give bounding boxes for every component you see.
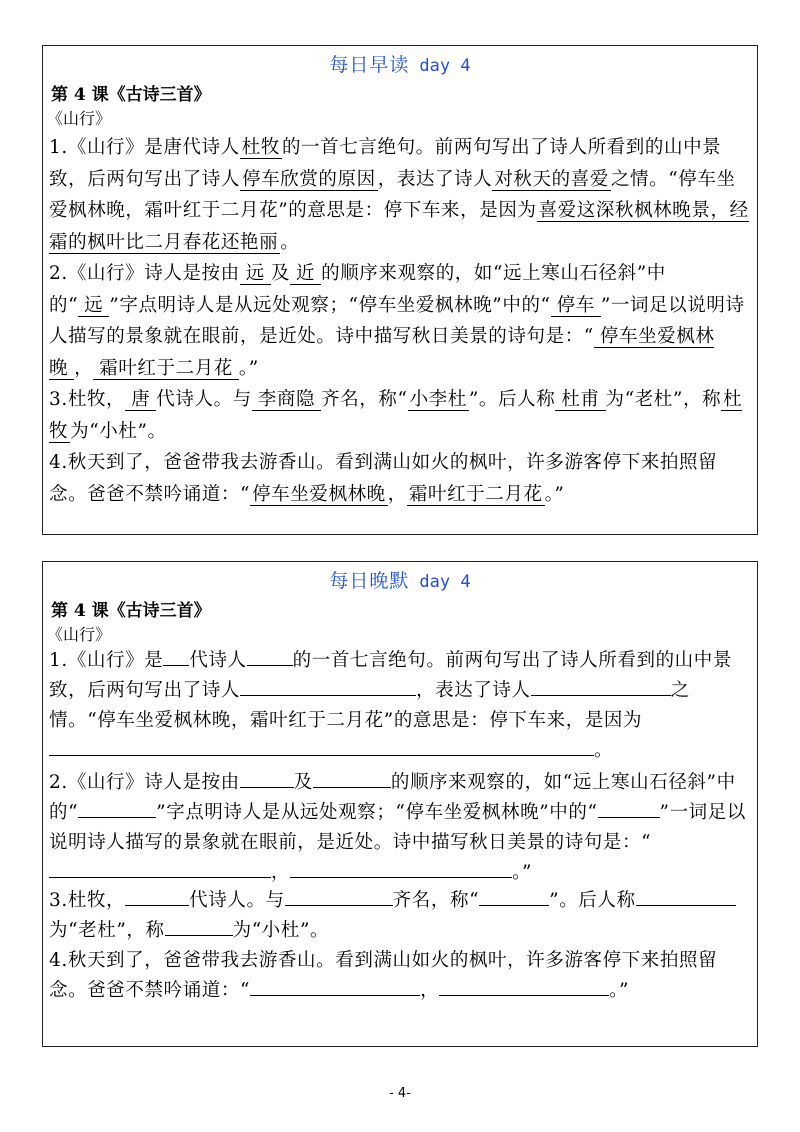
answer: 杜甫 <box>555 389 605 411</box>
answer: 喜爱这深秋枫林晚景，经霜的枫叶比二月春花还艳丽 <box>49 200 749 253</box>
morning-title <box>43 50 757 77</box>
answer-blank[interactable] <box>240 769 294 788</box>
answer-blank[interactable] <box>531 677 601 696</box>
answer-blank[interactable] <box>313 769 391 788</box>
evening-title <box>43 566 757 593</box>
answer-blank[interactable] <box>290 859 512 878</box>
evening-poem-title: 《山行》 <box>47 625 112 644</box>
morning-q3: 3.杜牧， 唐 代诗人。与 李商隐 齐名，称“ 小李杜 ”。后人称 杜甫 为“老杜”，称 杜牧 为“小杜”。 <box>49 389 743 442</box>
answer: 停车欣赏的原因 <box>242 168 376 190</box>
morning-q4: 4.秋天到了，爸爸带我去游香山。看到满山如火的枫叶，许多游客停下来拍照留念。爸爸不禁吟诵道：“ 停车坐爱枫林晚 ， 霜叶红于二月花 。” <box>49 452 718 505</box>
answer-blank[interactable] <box>247 647 293 666</box>
answer: 小李杜 <box>409 389 467 410</box>
answer-blank[interactable] <box>49 737 594 756</box>
answer: 杜牧 <box>49 389 743 442</box>
answer: 近 <box>290 263 321 285</box>
answer: 唐 <box>125 389 156 411</box>
morning-lesson: 第 4 课《古诗三首》 <box>51 85 211 105</box>
answer-blank[interactable] <box>636 887 686 906</box>
morning-reading-box <box>42 45 758 535</box>
answer: 李商隐 <box>252 389 321 411</box>
answer-blank[interactable] <box>285 887 393 906</box>
answer: 霜叶红于二月花 <box>408 483 543 505</box>
evening-q4: 4.秋天到了，爸爸带我去游香山。看到满山如火的枫叶，许多游客停下来拍照留念。爸爸不禁吟诵道：“ ， 。” <box>49 950 718 1001</box>
answer-blank[interactable] <box>165 917 233 936</box>
answer: 杜牧 <box>241 137 280 158</box>
evening-recital-box <box>42 561 758 1047</box>
page-number: - 4- <box>389 1086 411 1101</box>
morning-q1: 1.《山行》是唐代诗人 杜牧 的一首七言绝句。前两句写出了诗人所看到的山中景致，后两句写出了诗人 停车欣赏的原因 ，表达了诗人 对秋天的喜爱 之情。“停车坐爱枫林晚，霜叶红于二月花”的意思是：停下车来，是因为 喜爱这深秋枫林晚景，经霜的枫叶比二月春花还艳丽 。 <box>49 137 749 253</box>
evening-q1: 1.《山行》是 代诗人 的一首七言绝句。前两句写出了诗人所看到的山中景致，后两句写出了诗人 ，表达了诗人 之情。“停车坐爱枫林晚，霜叶红于二月花”的意思是：停下车来，是因为。 <box>49 646 751 766</box>
evening-q3: 3.杜牧， 代诗人。与 齐名，称“ ”。后人称为“老杜”，称 为“小杜”。 <box>49 886 751 946</box>
answer-blank[interactable] <box>125 887 189 906</box>
answer-blank[interactable] <box>250 977 420 996</box>
evening-lesson: 第 4 课《古诗三首》 <box>51 601 211 621</box>
answer-blank[interactable] <box>579 977 609 996</box>
answer-blank[interactable] <box>49 859 271 878</box>
morning-title-text: 每日早读 <box>329 54 410 76</box>
answer-blank[interactable] <box>439 977 579 996</box>
evening-day: day 4 <box>419 572 471 592</box>
answer: 远 <box>240 263 271 285</box>
answer: 停车坐爱枫林晚 <box>49 326 715 379</box>
answer: 停车坐爱枫林晚 <box>252 483 386 505</box>
answer: 远 <box>78 295 109 317</box>
answer: 停车 <box>551 295 601 317</box>
morning-poem-title: 《山行》 <box>47 109 112 128</box>
morning-day: day 4 <box>419 56 471 76</box>
morning-q2: 2.《山行》诗人是按由 远 及 近 的顺序来观察的，如“远上寒山石径斜”中的“ 远 ”字点明诗人是从远处观察；“停车坐爱枫林晚”中的“ 停车 ”一词足以说明诗人描写的景象就在眼前，是近处。诗中描写秋日美景的诗句是：“ 停车坐爱枫林晚 ， 霜叶红于二月花 。” <box>49 263 745 379</box>
answer-blank[interactable] <box>686 887 736 906</box>
answer-blank[interactable] <box>163 647 189 666</box>
answer: 对秋天的喜爱 <box>494 168 609 190</box>
answer-blank[interactable] <box>78 799 156 818</box>
answer-blank[interactable] <box>479 887 549 906</box>
answer-blank[interactable] <box>240 677 416 696</box>
answer: 霜叶红于二月花 <box>93 358 239 380</box>
answer-blank[interactable] <box>601 677 671 696</box>
evening-title-text: 每日晚默 <box>329 570 410 592</box>
evening-q2: 2.《山行》诗人是按由 及 的顺序来观察的，如“远上寒山石径斜”中的“ ”字点明诗人是从远处观察；“停车坐爱枫林晚”中的“ ”一词足以说明诗人描写的景象就在眼前，是近处。诗中描写秋日美景的诗句是：“， 。” <box>49 768 751 888</box>
answer-blank[interactable] <box>598 799 660 818</box>
